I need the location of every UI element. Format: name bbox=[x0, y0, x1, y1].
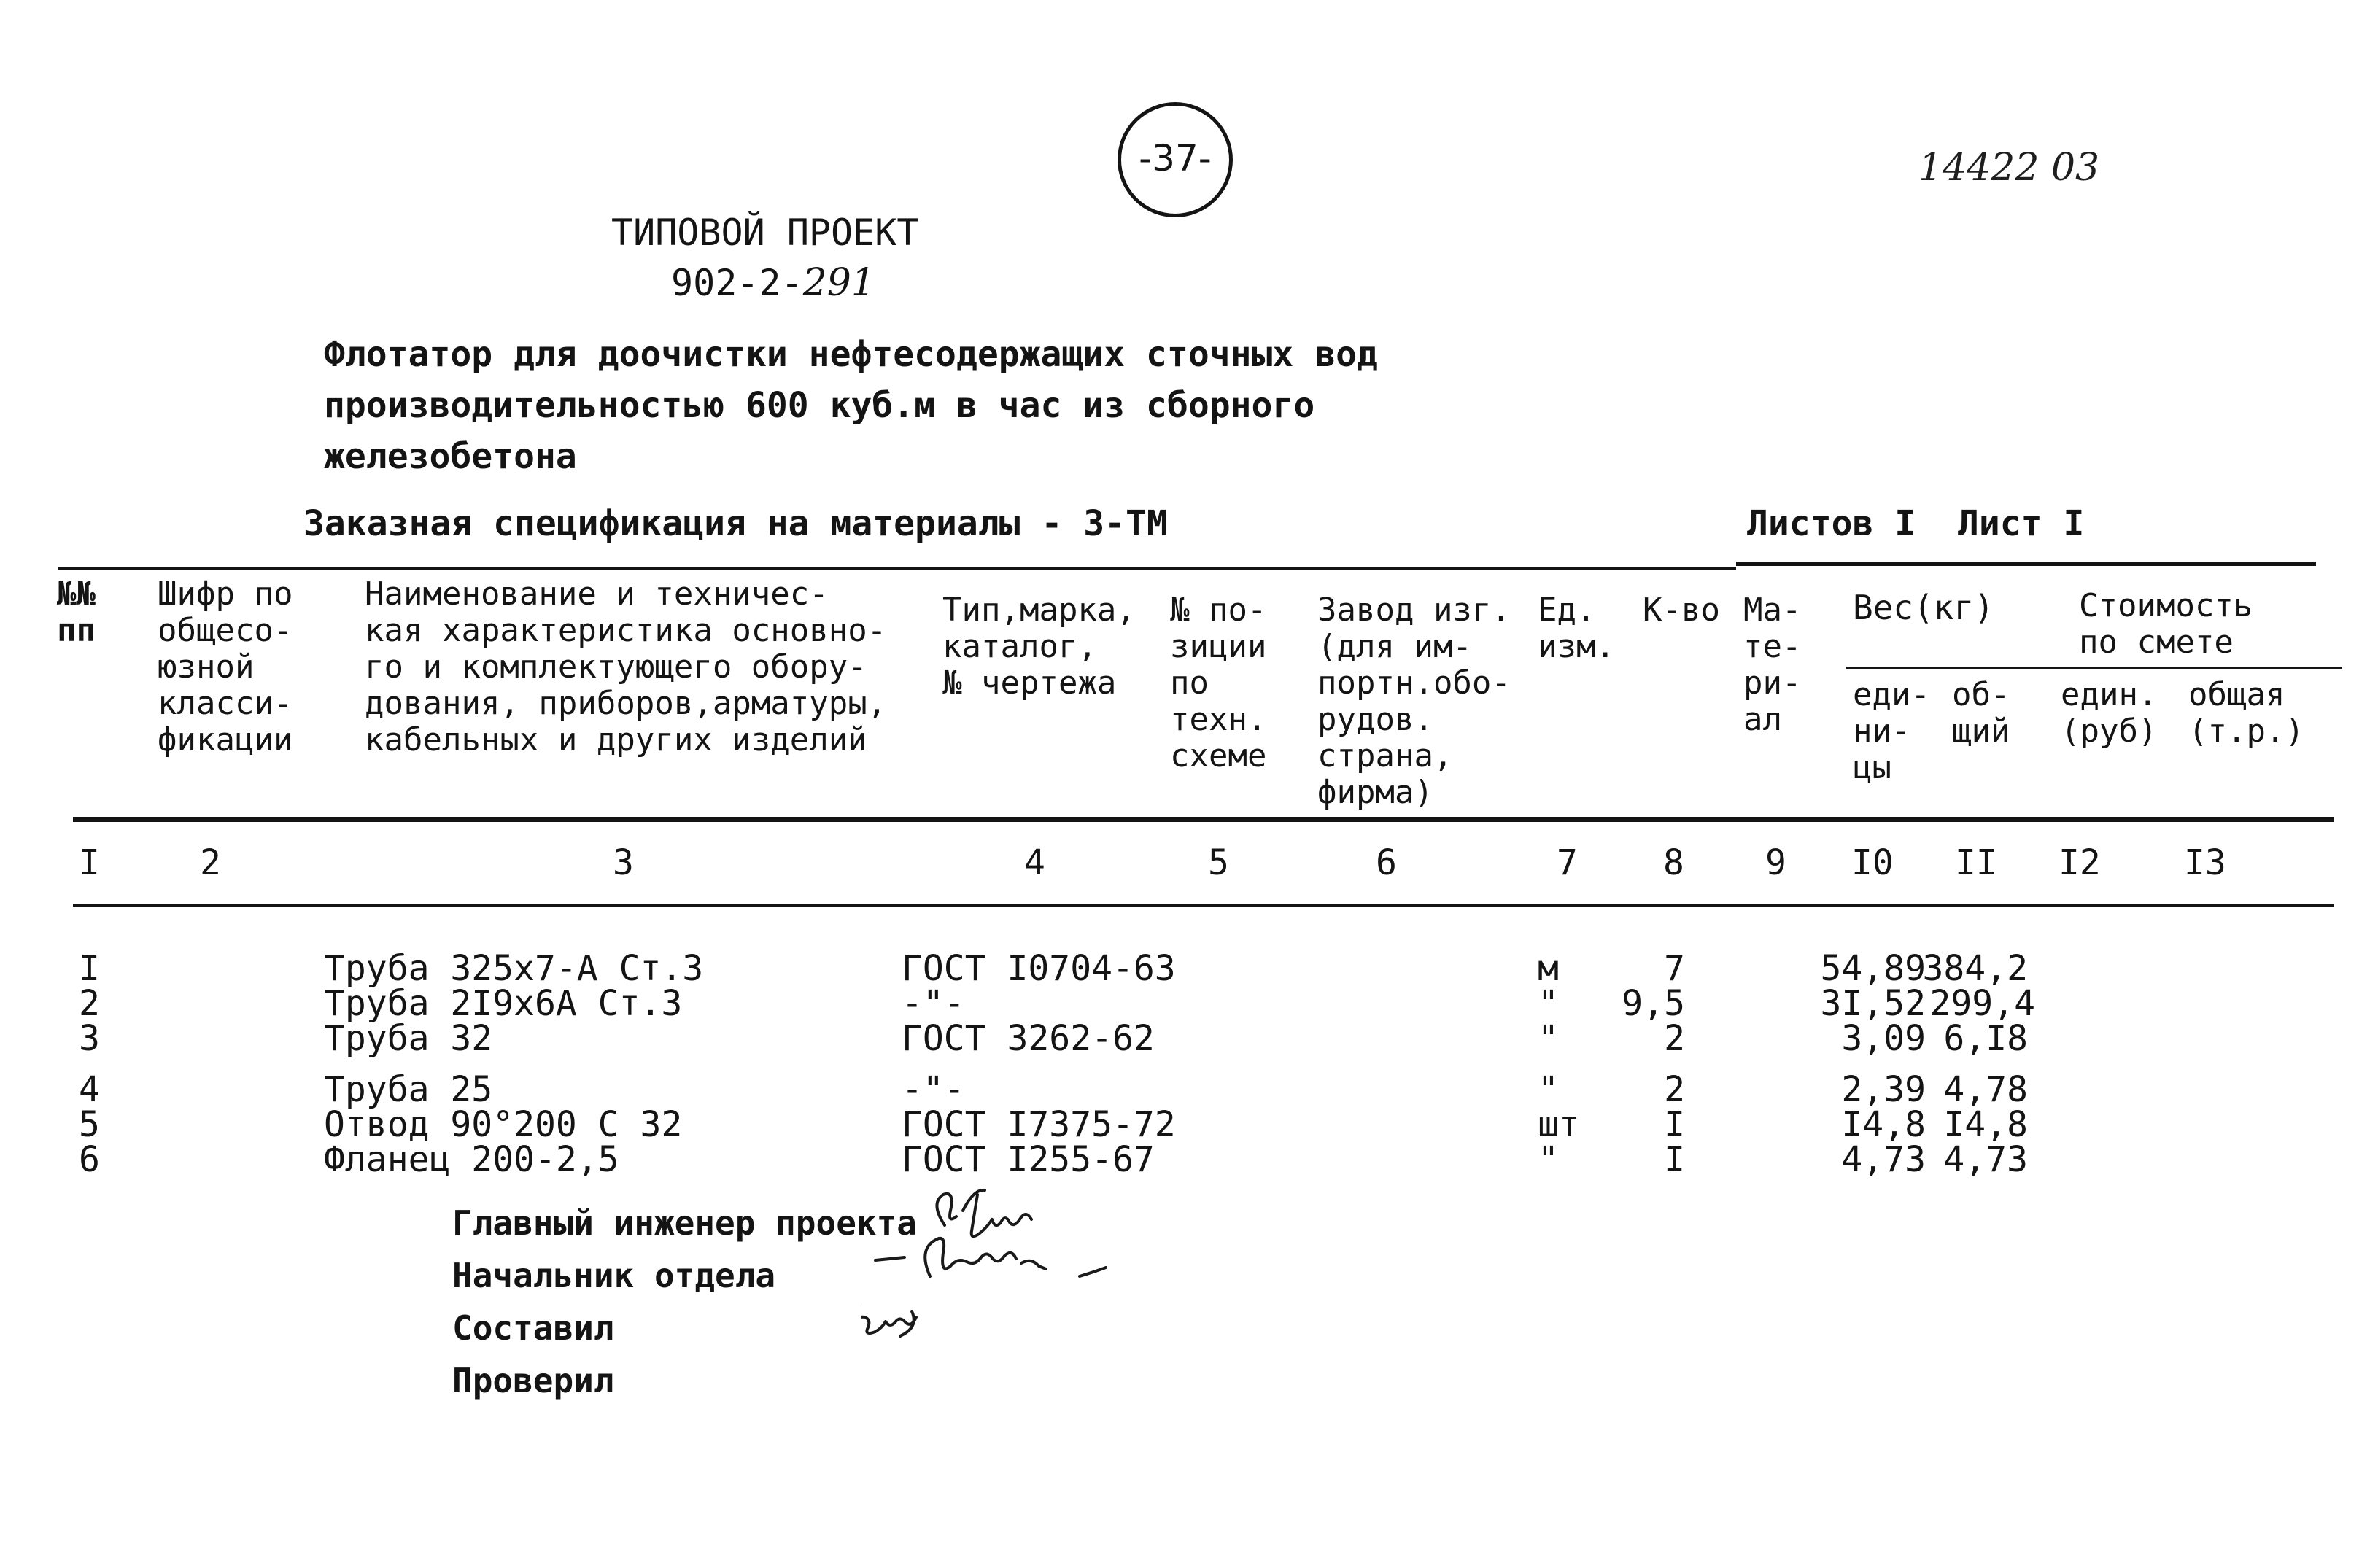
row-type: ГОСТ I7375-72 bbox=[902, 1104, 1176, 1145]
row-name: Фланец 200-2,5 bbox=[324, 1139, 619, 1180]
handwritten-signatures bbox=[861, 1181, 1255, 1459]
header-weight-total: об- щий bbox=[1952, 676, 2010, 750]
row-unit: шт bbox=[1538, 1104, 1580, 1145]
row-weight-unit: 3I,52 bbox=[1820, 983, 1926, 1024]
spec-title: Заказная спецификация на материалы - 3-ТМ bbox=[303, 503, 1168, 544]
header-col-factory: Завод изг. (для им- портн.обо- рудов. страна, фирма) bbox=[1317, 591, 1511, 811]
signature-chief-engineer: Главный инженер проекта bbox=[452, 1203, 917, 1243]
row-weight-unit: 4,73 bbox=[1841, 1139, 1926, 1180]
row-weight-total: 299,4 bbox=[1929, 983, 2035, 1024]
row-number: I bbox=[79, 948, 100, 989]
header-col-qty: К-во bbox=[1643, 591, 1720, 629]
project-heading: ТИПОВОЙ ПРОЕКТ bbox=[611, 211, 919, 254]
header-col-name: Наименование и техничес- кая характеристика основно- го и комплектующего обору- дования, приборов,арматуры, кабельных и других изделий bbox=[365, 575, 887, 758]
row-unit: " bbox=[1538, 1018, 1559, 1059]
row-type: ГОСТ I0704-63 bbox=[902, 948, 1176, 989]
column-number: 5 bbox=[1208, 842, 1229, 883]
row-weight-unit: 3,09 bbox=[1841, 1018, 1926, 1059]
title-line-3: железобетона bbox=[324, 436, 577, 477]
column-number: I0 bbox=[1851, 842, 1894, 883]
row-weight-total: I4,8 bbox=[1943, 1104, 2028, 1145]
page-number: -37- bbox=[1139, 137, 1212, 179]
header-weight: Вес(кг) bbox=[1853, 588, 1994, 627]
row-qty: 7 bbox=[1664, 948, 1685, 989]
row-number: 5 bbox=[79, 1104, 100, 1145]
column-number: I3 bbox=[2184, 842, 2226, 883]
sheets-info: Листов I Лист I bbox=[1747, 503, 2085, 544]
signature-compiled: Составил bbox=[452, 1308, 614, 1348]
header-cost-unit: един. (руб) bbox=[2061, 676, 2158, 750]
project-number-handwritten: 291 bbox=[802, 261, 875, 305]
row-number: 6 bbox=[79, 1139, 100, 1180]
row-number: 2 bbox=[79, 983, 100, 1024]
row-qty: 2 bbox=[1664, 1018, 1685, 1059]
row-type: -"- bbox=[902, 983, 965, 1024]
row-number: 3 bbox=[79, 1018, 100, 1059]
row-weight-unit: 54,89 bbox=[1820, 948, 1926, 989]
project-number-printed: 902-2- bbox=[671, 262, 803, 304]
row-qty: I bbox=[1664, 1139, 1685, 1180]
row-type: ГОСТ 3262-62 bbox=[902, 1018, 1155, 1059]
title-line-2: производительностью 600 куб.м в час из сборного bbox=[324, 385, 1315, 426]
row-unit: " bbox=[1538, 1139, 1559, 1180]
header-col-type: Тип,марка, каталог, № чертежа bbox=[942, 591, 1136, 702]
table-top-rule bbox=[1736, 562, 2316, 566]
title-line-1: Флотатор для доочистки нефтесодержащих сточных вод bbox=[324, 334, 1378, 375]
row-type: -"- bbox=[902, 1069, 965, 1110]
row-name: Труба 25 bbox=[324, 1069, 493, 1110]
header-col-position: № по- зиции по техн. схеме bbox=[1170, 591, 1267, 775]
table-top-rule-left bbox=[58, 567, 1736, 570]
column-number: 6 bbox=[1376, 842, 1397, 883]
row-qty: 2 bbox=[1664, 1069, 1685, 1110]
header-bottom-rule bbox=[73, 817, 2334, 822]
column-number: I2 bbox=[2059, 842, 2101, 883]
row-weight-unit: I4,8 bbox=[1841, 1104, 1926, 1145]
header-col-material: Ма- те- ри- ал bbox=[1743, 591, 1802, 738]
row-name: Отвод 90°200 С 32 bbox=[324, 1104, 683, 1145]
header-weight-unit: еди- ни- цы bbox=[1853, 676, 1930, 786]
row-name: Труба 2I9х6А Ст.3 bbox=[324, 983, 683, 1024]
header-col-unit: Ед. изм. bbox=[1538, 591, 1615, 665]
column-number: 8 bbox=[1663, 842, 1684, 883]
row-unit: " bbox=[1538, 1069, 1559, 1110]
weight-cost-subrule bbox=[1846, 667, 2342, 669]
row-type: ГОСТ I255-67 bbox=[902, 1139, 1155, 1180]
row-unit: м bbox=[1538, 948, 1559, 989]
header-cost: Стоимость по смете bbox=[2079, 587, 2253, 661]
project-number bbox=[671, 261, 875, 305]
row-name: Труба 32 bbox=[324, 1018, 493, 1059]
column-number-rule bbox=[73, 904, 2334, 907]
column-number: II bbox=[1955, 842, 1997, 883]
handwritten-code: 14422 03 bbox=[1918, 146, 2100, 190]
column-number: 7 bbox=[1557, 842, 1578, 883]
row-weight-total: 4,78 bbox=[1943, 1069, 2028, 1110]
row-qty: I bbox=[1664, 1104, 1685, 1145]
column-number: 3 bbox=[613, 842, 634, 883]
column-number: 9 bbox=[1765, 842, 1786, 883]
signature-checked: Проверил bbox=[452, 1361, 614, 1400]
row-weight-total: 6,I8 bbox=[1943, 1018, 2028, 1059]
row-weight-unit: 2,39 bbox=[1841, 1069, 1926, 1110]
row-name: Труба 325х7-А Ст.3 bbox=[324, 948, 704, 989]
column-number: I bbox=[79, 842, 100, 883]
header-col-code: Шифр по общесо- юзной класси- фикации bbox=[158, 575, 293, 758]
signature-head-of-department: Начальник отдела bbox=[452, 1256, 776, 1295]
row-unit: " bbox=[1538, 983, 1559, 1024]
header-col-number: №№ пп bbox=[57, 575, 96, 649]
column-number: 2 bbox=[200, 842, 221, 883]
row-weight-total: 384,2 bbox=[1922, 948, 2028, 989]
header-cost-total: общая (т.р.) bbox=[2188, 676, 2304, 750]
row-number: 4 bbox=[79, 1069, 100, 1110]
row-qty: 9,5 bbox=[1622, 983, 1685, 1024]
column-number: 4 bbox=[1024, 842, 1045, 883]
row-weight-total: 4,73 bbox=[1943, 1139, 2028, 1180]
